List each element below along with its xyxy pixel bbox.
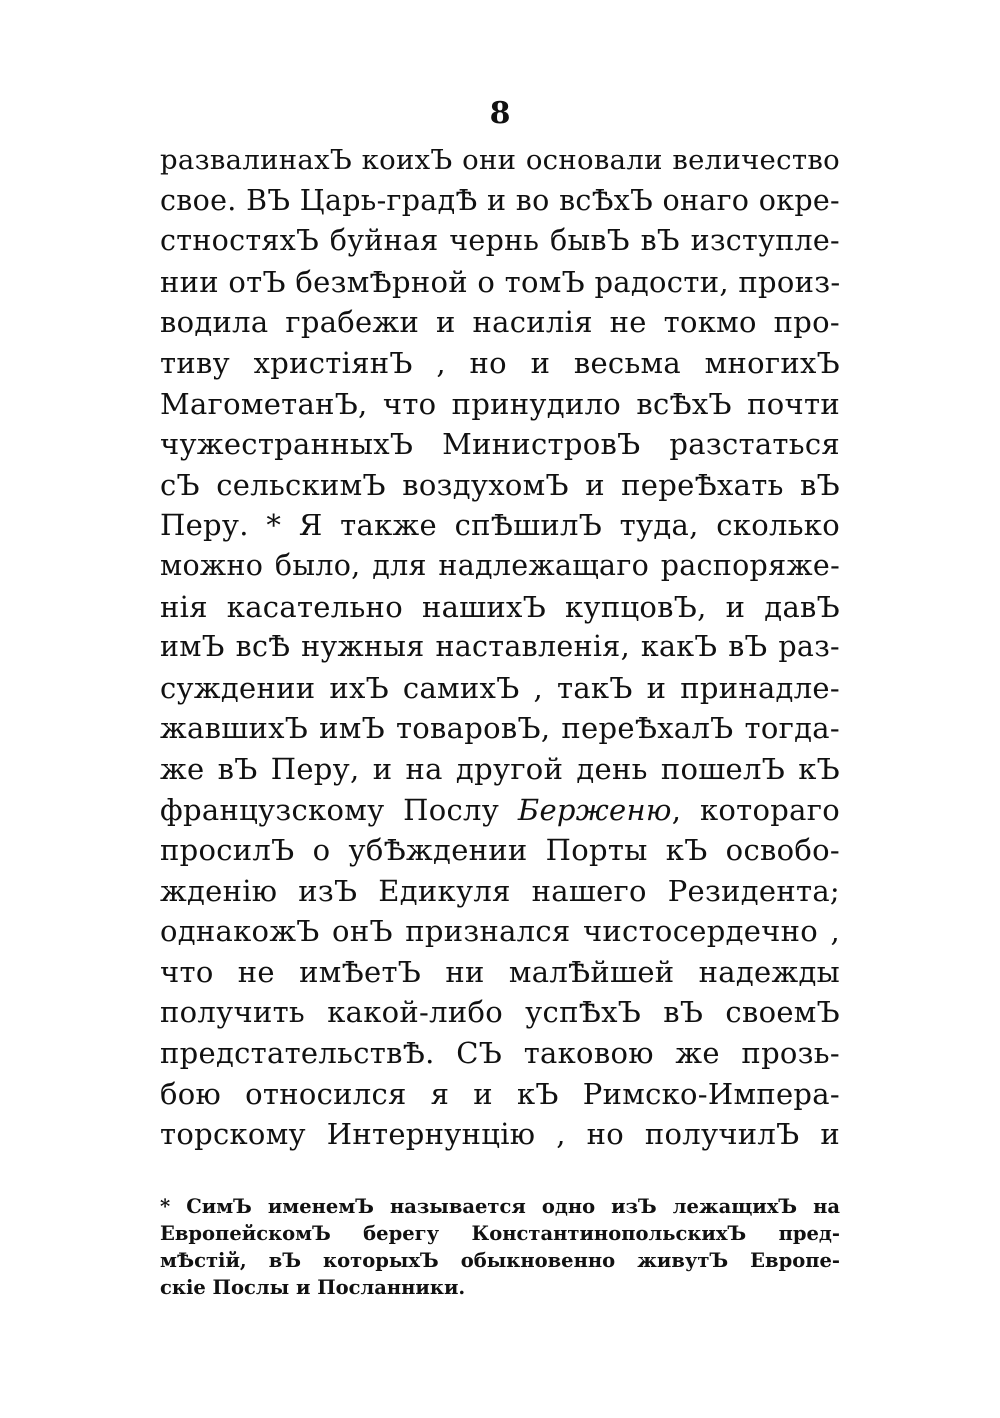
text-line: стностяхЪ буйная чернь бывЪ вЪ изступле- [160,224,840,258]
text-line: чужестранныхЪ МинистровЪ разстаться [160,427,840,462]
text-line: свое. ВЪ Царь-градѢ и во всѢхЪ онаго окре- [160,183,840,217]
text-line [160,790,840,831]
footnote [160,1193,840,1301]
page-number: 8 [489,96,511,131]
text-line: МагометанЪ, что принудило всѢхЪ почти [160,386,840,421]
footnote-line: ЕвропейскомЪ берегу КонстантинопольскихЪ пред- [160,1222,840,1245]
text-line: однакожЪ онЪ признался чистосердечно , [160,914,840,949]
text-line: торскому Интернунцію , но получилЪ и [160,1117,840,1152]
text-line: Перу. * Я также спѢшилЪ туда, сколько [160,508,840,543]
text-line: жденію изЪ Едикуля нашего Резидента; [160,873,840,908]
text-line: просилЪ о убѢждении Порты кЪ освобо- [160,833,840,868]
italic-name: Берженю [517,792,672,827]
footnote-line: мѢстій, вЪ которыхЪ обыкновенно живутЪ Европе- [160,1249,840,1272]
text-line: можно было, для надлежащаго распоряже- [160,548,840,582]
text-line: развалинахЪ коихЪ они основали величество [160,144,840,176]
text-line: что не имѢетЪ ни малѢйшей надежды [160,954,840,989]
text-line: жавшихЪ имЪ товаровЪ, переѢхалЪ тогда- [160,711,840,746]
text-line: нии отЪ безмѢрной о томЪ радости, произ- [160,264,841,299]
text-line: получить какой-либо успѢхЪ вЪ своемЪ [160,995,840,1030]
footnote-line: скіе Послы и Посланники. [160,1276,466,1299]
text-segment: , котораго [671,792,840,827]
text-line: тиву христіянЪ , но и весьма многихЪ [160,345,840,380]
text-line: имЪ всѢ нужныя наставленія, какЪ вЪ раз- [160,630,840,664]
text-line: предстательствѢ. СЪ таковою же прозь- [160,1036,840,1071]
text-line: сЪ сельскимЪ воздухомЪ и переѢхать вЪ [160,467,840,502]
text-line: водила грабежи и насилія не токмо про- [160,305,840,340]
text-segment: французскому Послу [160,792,518,827]
text-line: нія касательно нашихЪ купцовЪ, и давЪ [160,589,840,624]
text-line: же вЪ Перу, и на другой день пошелЪ кЪ [160,751,840,786]
main-text [160,140,840,1155]
footnote-line: * СимЪ именемЪ называется одно изЪ лежащихЪ на [160,1195,840,1218]
text-line: суждении ихЪ самихЪ , такЪ и принадле- [160,670,840,705]
text-line: бою относился я и кЪ Римско-Импера- [160,1076,840,1111]
